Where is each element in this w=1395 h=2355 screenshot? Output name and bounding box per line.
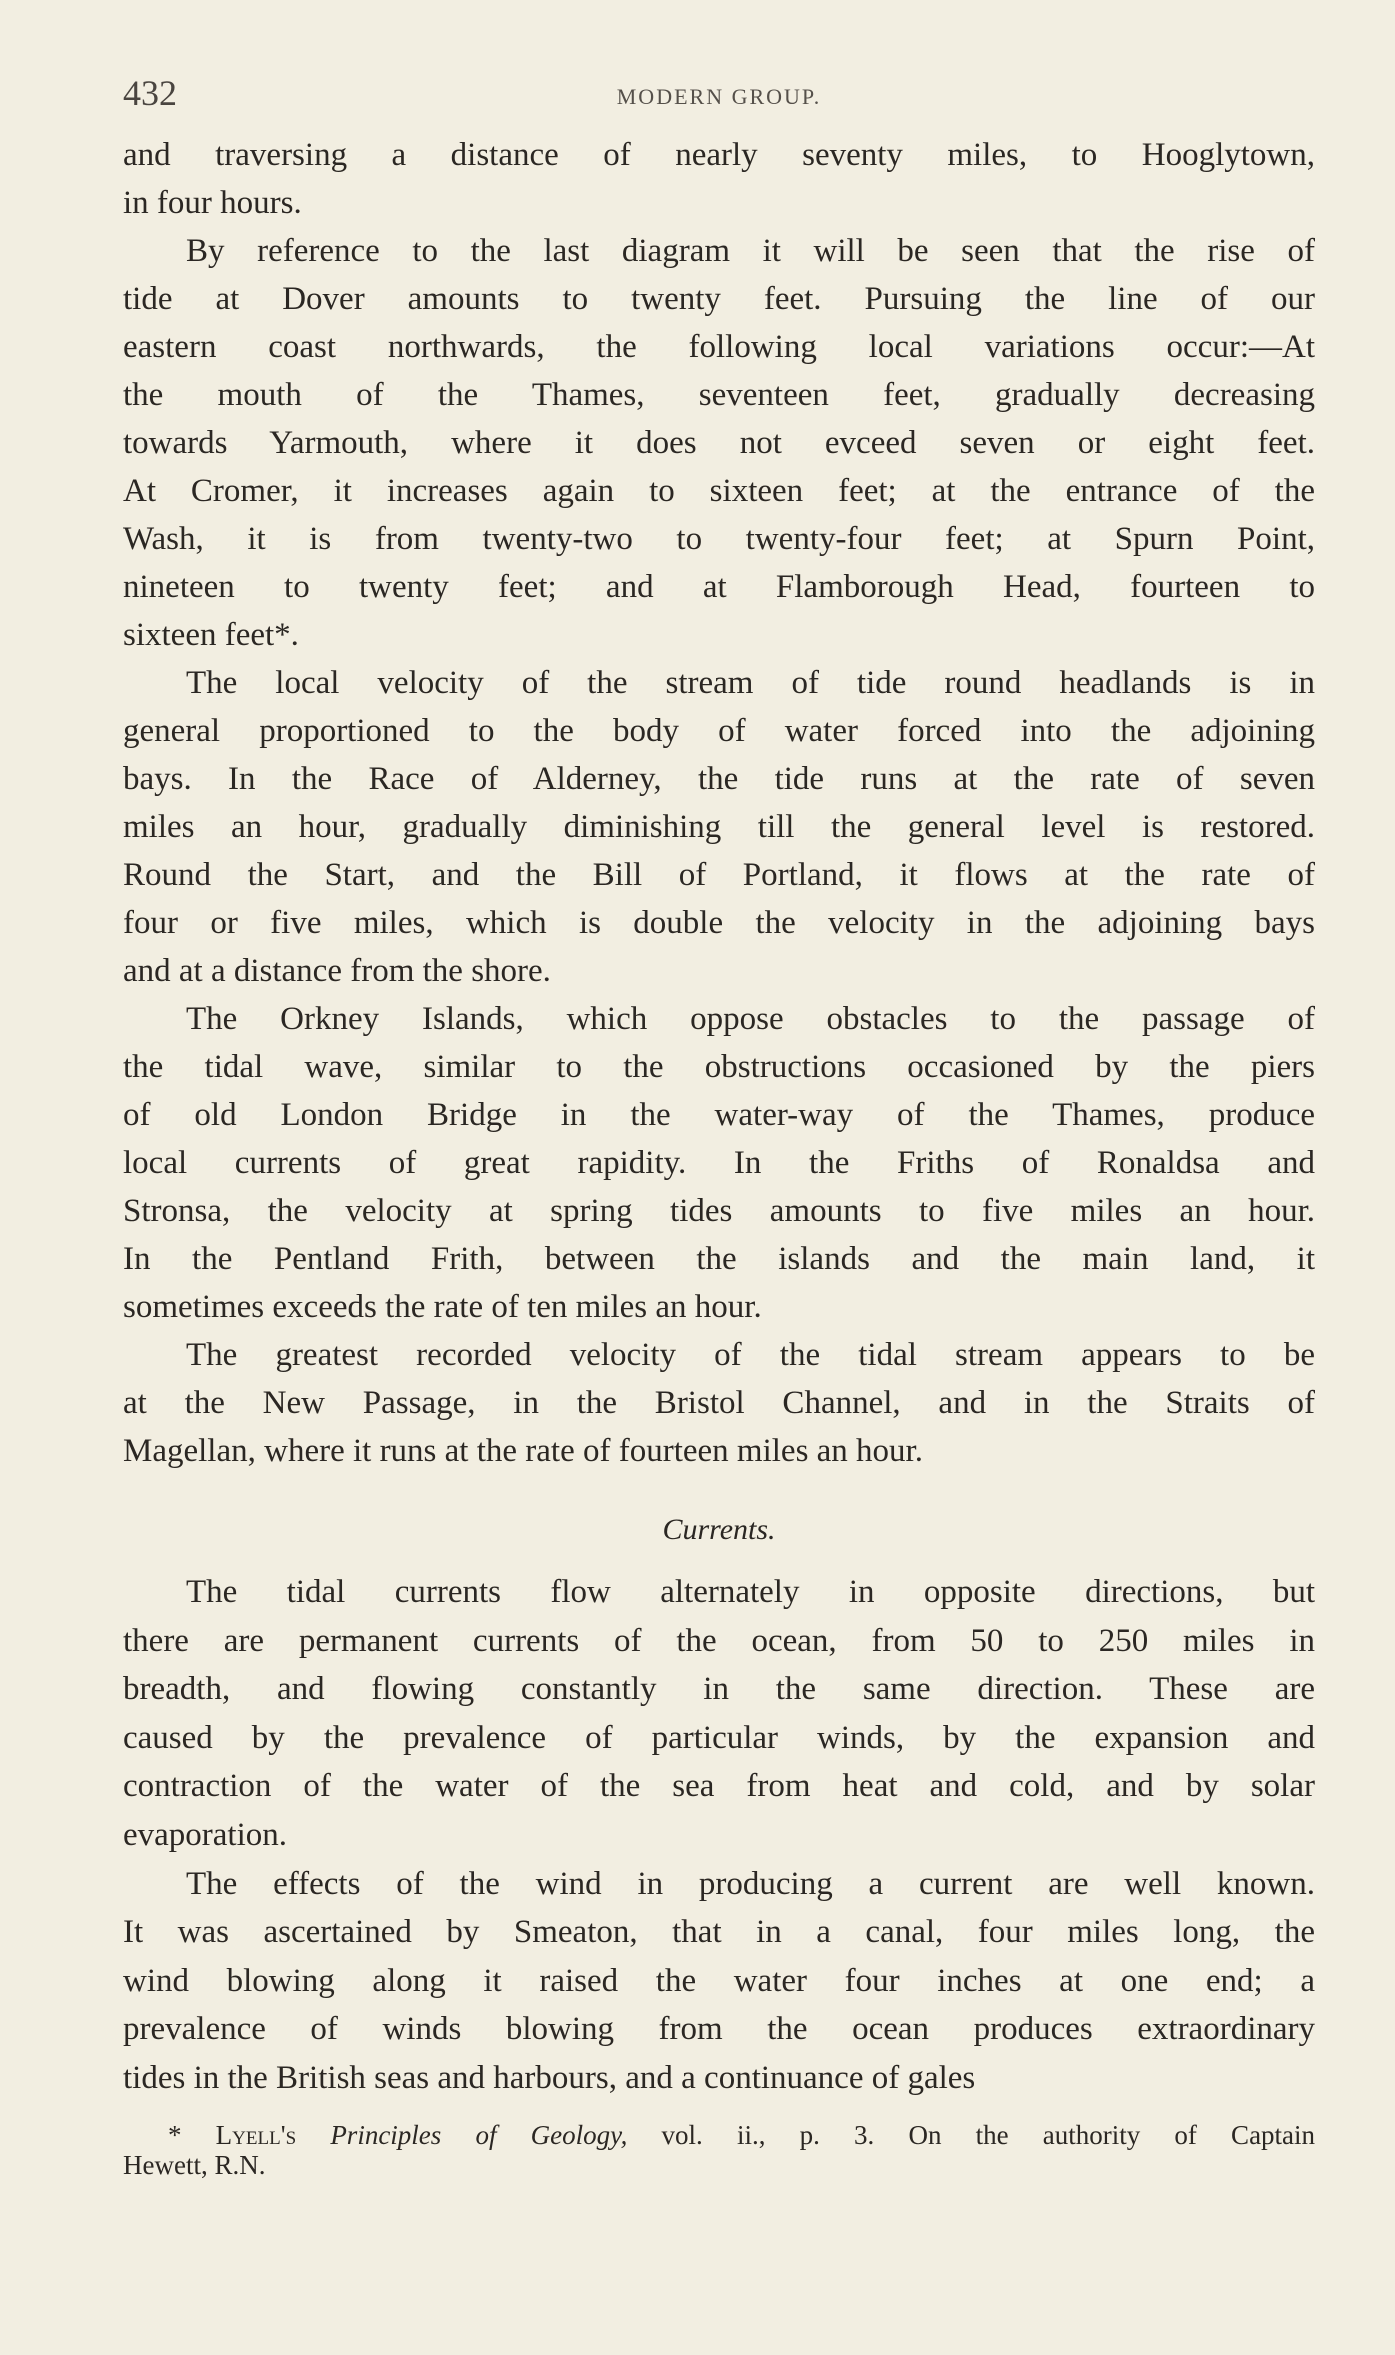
text-line: four or five miles, which is double the velocity in the adjoining bays bbox=[123, 905, 1315, 941]
footnote-marker: * bbox=[168, 2120, 182, 2150]
text-line: general proportioned to the body of water forced into the adjoining bbox=[123, 713, 1315, 749]
running-head: MODERN GROUP. bbox=[616, 84, 822, 109]
section-heading: Currents. bbox=[662, 1513, 776, 1546]
body-text-section-1 bbox=[123, 131, 1315, 1475]
text-line: wind blowing along it raised the water four inches at one end; a bbox=[123, 1962, 1315, 1999]
footnote-title: Principles of Geology, bbox=[330, 2120, 628, 2150]
text-line: Stronsa, the velocity at spring tides amounts to five miles an hour. bbox=[123, 1193, 1315, 1229]
paragraph bbox=[123, 1568, 1315, 1860]
text-line: the tidal wave, similar to the obstructions occasioned by the piers bbox=[123, 1049, 1315, 1085]
paragraph bbox=[123, 131, 1315, 227]
text-line: The Orkney Islands, which oppose obstacles to the passage of bbox=[186, 1001, 1315, 1037]
paragraph bbox=[123, 659, 1315, 995]
text-line: local currents of great rapidity. In the Friths of Ronaldsa and bbox=[123, 1145, 1315, 1181]
text-line: in four hours. bbox=[123, 185, 302, 221]
text-line: of old London Bridge in the water-way of the Thames, produce bbox=[123, 1097, 1315, 1133]
text-line: Magellan, where it runs at the rate of fourteen miles an hour. bbox=[123, 1433, 923, 1469]
text-line: The local velocity of the stream of tide round headlands is in bbox=[186, 665, 1315, 701]
paragraph bbox=[123, 995, 1315, 1331]
text-line: bays. In the Race of Alderney, the tide runs at the rate of seven bbox=[123, 761, 1315, 797]
text-line: The tidal currents flow alternately in opposite directions, but bbox=[186, 1574, 1315, 1610]
footnote bbox=[123, 2120, 1315, 2180]
text-line: Round the Start, and the Bill of Portland, it flows at the rate of bbox=[123, 857, 1315, 893]
text-line: at the New Passage, in the Bristol Channel, and in the Straits of bbox=[123, 1385, 1315, 1421]
text-line: caused by the prevalence of particular winds, by the expansion and bbox=[123, 1719, 1315, 1756]
text-line: tides in the British seas and harbours, and a continuance of gales bbox=[123, 2059, 976, 2096]
paragraph bbox=[123, 1331, 1315, 1475]
text-line: In the Pentland Frith, between the islands and the main land, it bbox=[123, 1241, 1315, 1277]
text-line: sometimes exceeds the rate of ten miles an hour. bbox=[123, 1289, 762, 1325]
footnote-line-2: Hewett, R.N. bbox=[123, 2150, 266, 2180]
text-line: Wash, it is from twenty-two to twenty-four feet; at Spurn Point, bbox=[123, 521, 1315, 557]
text-line: towards Yarmouth, where it does not evceed seven or eight feet. bbox=[123, 425, 1315, 461]
text-line: eastern coast northwards, the following local variations occur:—At bbox=[123, 329, 1315, 365]
text-line: The greatest recorded velocity of the tidal stream appears to be bbox=[186, 1337, 1315, 1373]
text-line: tide at Dover amounts to twenty feet. Pursuing the line of our bbox=[123, 281, 1315, 317]
text-line: By reference to the last diagram it will be seen that the rise of bbox=[186, 233, 1315, 269]
text-line: and at a distance from the shore. bbox=[123, 953, 551, 989]
text-line: The effects of the wind in producing a current are well known. bbox=[186, 1865, 1315, 1902]
text-line: prevalence of winds blowing from the ocean produces extraordinary bbox=[123, 2011, 1315, 2048]
text-line: contraction of the water of the sea from heat and cold, and by solar bbox=[123, 1768, 1315, 1805]
paragraph bbox=[123, 1860, 1315, 2103]
footnote-line-1 bbox=[123, 2120, 1315, 2150]
text-line: nineteen to twenty feet; and at Flamborough Head, fourteen to bbox=[123, 569, 1315, 605]
paragraph bbox=[123, 227, 1315, 659]
text-line: It was ascertained by Smeaton, that in a canal, four miles long, the bbox=[123, 1914, 1315, 1951]
text-line: breadth, and flowing constantly in the same direction. These are bbox=[123, 1671, 1315, 1708]
text-line: At Cromer, it increases again to sixteen feet; at the entrance of the bbox=[123, 473, 1315, 509]
footnote-author: Lyell's bbox=[215, 2120, 297, 2150]
page-number: 432 bbox=[123, 73, 177, 113]
footnote-note: On the authority of Captain bbox=[908, 2120, 1316, 2150]
body-text-section-2 bbox=[123, 1568, 1315, 2103]
footnote-citation: vol. ii., p. 3. bbox=[661, 2120, 875, 2150]
text-line: there are permanent currents of the ocean, from 50 to 250 miles in bbox=[123, 1622, 1315, 1659]
text-line: the mouth of the Thames, seventeen feet, gradually decreasing bbox=[123, 377, 1315, 413]
text-line: evaporation. bbox=[123, 1816, 288, 1853]
running-header bbox=[123, 72, 1315, 114]
text-line: sixteen feet*. bbox=[123, 617, 299, 653]
text-line: and traversing a distance of nearly seventy miles, to Hooglytown, bbox=[123, 137, 1315, 173]
text-line: miles an hour, gradually diminishing till the general level is restored. bbox=[123, 809, 1315, 845]
